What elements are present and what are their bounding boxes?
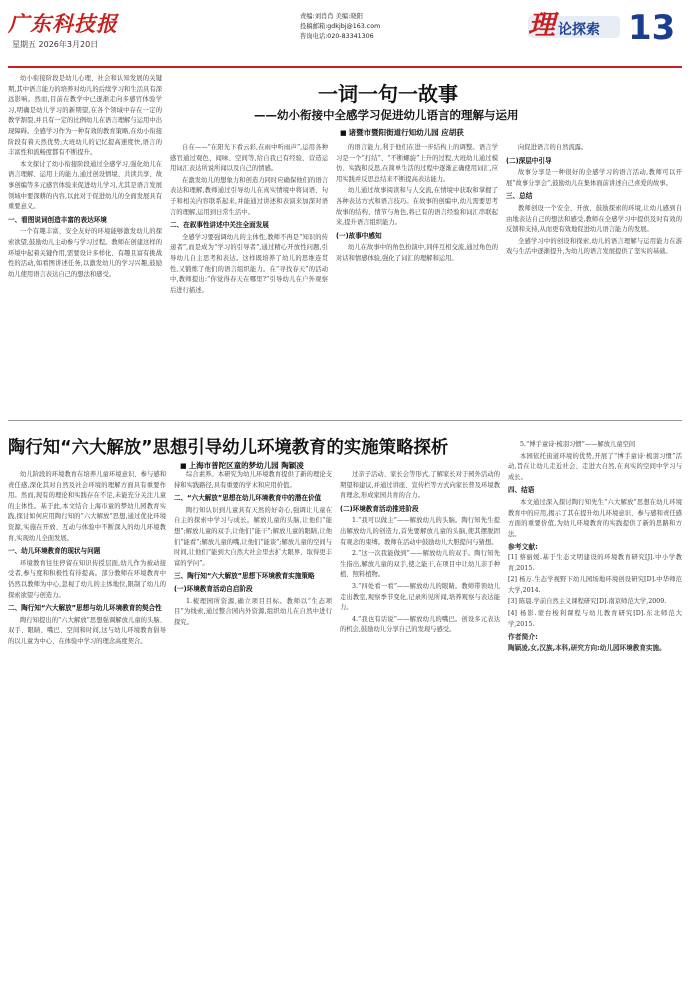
paragraph: 本园依托街道环境的优势,开展了“博手童诗·梳羽习惯”活动,旨在让幼儿走近社会、走进大自然,在真实的空间中学习与成长。 (508, 452, 682, 481)
section-char: 理 (528, 10, 555, 41)
article1-subtitle: ——幼小衔接中全感学习促进幼儿语言的理解与运用 (254, 108, 519, 122)
paragraph: 2.“这一次我能做到”——解放幼儿的双手。陶行知先生指出,解放儿童的双手,使之能干,在项目中让幼儿亲手种植、照料植物。 (340, 550, 500, 579)
newspaper-logo: 广东科技报 (8, 12, 118, 36)
article1-column-2 (170, 143, 328, 416)
article2-column-2 (174, 470, 332, 1000)
article-divider (8, 420, 682, 421)
article1-column-4 (506, 143, 682, 416)
section-heading: 二、“六大解放”思想在幼儿环境教育中的潜在价值 (174, 494, 322, 503)
paragraph: 全感学习要强调幼儿的主体性,教师不再是“知识的传递者”,而是成为“学习的引导者”,通过精心开放性问题,引导幼儿自主思考和表达。这样既培养了幼儿的思维连贯性,又锻炼了他们的语言组织能力。在“寻找春天”的活动中,教师提出:“你觉得春天在哪里?”引导幼儿在户外观察后进行描述。 (170, 233, 328, 294)
section-heading: 一、看图说词创造丰富的表达环境 (8, 215, 107, 224)
reference-item: [4] 杨影.蒙台梭利课程与幼儿教育研究[D].东北师范大学,2015. (508, 609, 682, 628)
section-heading: 二、陶行知“六大解放”思想与幼儿环境教育的契合性 (8, 604, 162, 613)
section-name: 论探索 (558, 22, 600, 38)
paragraph: 幼儿在故事中的角色扮演中,同伴互相交流,通过角色的对话和情感体验,强化了词汇的理解和运用。 (336, 244, 498, 262)
paragraph: 3.“四处看一看”——解放幼儿的眼睛。教师带领幼儿走出教室,观察季节变化,记录所见所闻,培养观察与表达能力。 (340, 582, 500, 612)
paragraph: 4.“我也有话说”——解放幼儿的嘴巴。创设多元表达的机会,鼓励幼儿分享自己的发现与感受。 (340, 615, 500, 634)
editor-info (300, 12, 380, 42)
paragraph: 在激发幼儿的想象力和创造力同时应确保他们的语言表达和理解,教师通过引导幼儿在真实情境中将词语、句子和相关内容联系起来,并能通过讲述和表演来加深对语言的理解,运用到日常生活中。 (170, 176, 328, 216)
paragraph: 本文通过深入探讨陶行知先生“六大解放”思想在幼儿环境教育中的应用,揭示了其在提升幼儿环境意识、参与感和责任感方面的重要价值,为幼儿环境教育的实践提供了新的思路和方法。 (508, 498, 682, 538)
section-heading: (二)深层中引导 (506, 156, 552, 165)
paragraph: 幼儿通过故事阅读和与人交流,在情境中获取和掌握了各种表达方式和语言技巧。在故事的创编中,幼儿需要思考故事的结构、情节与角色,将已有的语言经验和词汇串联起来,提升语言组织能力。 (336, 187, 498, 227)
section-heading: 四、结语 (508, 486, 535, 495)
reference-item: [2] 杨万.生态学视野下幼儿园场地环境创设研究[D].中华师范大学,2014. (508, 576, 682, 594)
section-heading: (一)故事中感知 (336, 231, 382, 240)
article2-column-3 (340, 470, 500, 1000)
paragraph: 综合素养。本研究为幼儿环境教育提供了新的理论支持和实践路径,具有重要的学术和应用价值。 (174, 471, 332, 489)
paragraph: 5.“博手童诗·梳羽习惯”——解放儿童空间 (520, 441, 636, 448)
section-badge (528, 10, 620, 42)
article1-column-1 (8, 74, 162, 416)
paragraph: 陶行知认识到儿童具有天然的好奇心,强调让儿童在自主的探索中学习与成长。解放儿童的头脑,让他们“能想”;解放儿童的双手,让他们“能干”;解放儿童的眼睛,让他们“能看”;解放儿童的嘴,让他们“能谈”;解放儿童的空间与时间,让他们“能到大自然大社会里去扩大眼界、取得更丰富的学问”。 (174, 506, 332, 567)
section-heading: 三、总结 (506, 192, 533, 201)
issue-date: 星期五 2026年3月20日 (12, 40, 99, 49)
phone-line: 咨询电话:020-83341306 (300, 33, 374, 40)
paragraph: 的语言能力,利于他们在进一步结构上的调整。语言学习是一个“打结”、“不断螺旋”上升的过程,大班幼儿通过模仿、实践和反思,在简单生活的过程中逐渐正确使用词汇,应用实践并反思总结来不断提高表达能力。 (336, 144, 498, 183)
paragraph: 本文探讨了幼小衔接阶段通过全感学习,强化幼儿在语言理解、运用上的能力,通过创设情境、共读共享、故事创编等多元感官体验来促进幼儿学习,尤其是语言发展领域中要深耕的内容,以此对于促进幼儿的全面发展具有重要意义。 (8, 160, 162, 211)
section-heading: 一、幼儿环境教育的现状与问题 (8, 547, 101, 556)
sub-heading: (一)环境教育活动自启阶段 (174, 584, 253, 593)
article2-column-1 (8, 470, 166, 1000)
masthead-rule (8, 66, 682, 68)
article1-byline: ■ 诸暨市暨阳街道行知幼儿园 应胡获 (340, 127, 464, 138)
paragraph: 一个有趣丰富、安全友好的环境能够激发幼儿的探索欲望,鼓励幼儿主动参与学习过程。教师在创建这样的环境中起着关键作用,需要设计多样化、有趣且富有挑战性的活动,如看图讲述任务,以激发幼儿的学习兴趣,鼓励幼儿使用语言表达自己的想法和感受。 (8, 228, 162, 278)
article1-column-3 (336, 143, 498, 416)
paragraph: 自在——“在阳光下看云彩,在雨中听雨声”,运用各种感官通过观色、闻味、空间等,给自我已有经验、营造运用词汇表达所说所闻以及自己的情感。 (170, 144, 328, 173)
sub-heading: (二)环境教育活动推进阶段 (340, 504, 419, 513)
references-heading: 参考文献: (508, 543, 538, 552)
masthead (8, 8, 682, 66)
section-heading: 三、陶行知“六大解放”思想下环境教育实施策略 (174, 572, 315, 581)
paragraph: 向促进语言的自然流露。 (518, 144, 588, 151)
reference-item: [3] 陈晨.学前自然主义课程研究[D].南京师范大学,2009. (508, 598, 667, 606)
page-number: 13 (628, 8, 676, 48)
article2-title: 陶行知“六大解放”思想引导幼儿环境教育的实施策略探析 (8, 438, 449, 458)
article2-byline: ■ 上海市普陀区童的梦幼儿园 陶颖凌 (180, 460, 304, 471)
article2-column-4 (508, 440, 682, 1002)
paragraph: 过亲子活动、家长会等形式,了解家长对于园外活动的期望和建议,并通过讲座、宣传栏等方式向家长普及环境教育理念,形成家园共育的合力。 (340, 471, 500, 500)
author-heading: 作者简介: (508, 633, 538, 642)
section-heading: 二、在叙事性讲述中关注全面发展 (170, 221, 269, 230)
paragraph: 幼小衔接阶段是幼儿心理、社会和认知发展的关键期,其中语言能力的培养对幼儿的后续学习和生活具有深远影响。然而,目前在教学中已逐渐走向多感官体验学习,明确是幼儿学习的新期望,在各个领域中存在一定的教学割裂,并且有一定的比例幼儿在语言理解与运用中出现障碍。全感学习作为一种有效的教育策略,在幼小衔接阶段有着天然优势,大班幼儿的记忆提高速度快,语言的丰富性和流畅度都有不断提升。 (8, 75, 162, 157)
paragraph: 幼儿阶段的环境教育在培养儿童环境意识、参与感和责任感,深化其对自然及社会环境的理解方面具有重要作用。然而,现有的理论和实践存在不足,未能充分关注儿童的主体性。基于此,本文结合上海市童的梦幼儿园教育实践,探讨如何应用陶行知的“六大解放”思想,通过优化环境资源,实施在开放、互动与体验中不断深入的幼儿环境教育,实现幼儿全面发展。 (8, 471, 166, 542)
author-info: 陶颖凌,女,汉族,本科,研究方向:幼儿园环境教育实施。 (508, 643, 666, 652)
paragraph: 1.梳理园所资源,确立项目目标。教师以“生态项目”为线索,通过整合园内外资源,组织幼儿在自然中进行探究。 (174, 597, 332, 626)
email-line: 投稿邮箱:gdkjbj@163.com (300, 23, 381, 30)
paragraph: 故事分享是一种很好的全感学习的语言活动,教师可以开展“故事分享会”,鼓励幼儿在集体面前讲述自己喜爱的故事。 (506, 169, 682, 187)
reference-item: [1] 蔡丽媛.基于生态文明建设的环境教育研究[J].中小学教育,2015. (508, 553, 682, 572)
paragraph: 1.“我可以做主”——解放幼儿的头脑。陶行知先生提出解放幼儿的创造力,首先要解放儿童的头脑,使其摆脱固有观念的束缚。教师在活动中鼓励幼儿大胆提问与猜想。 (340, 517, 500, 546)
paragraph: 环境教育往往停留在知识传授层面,幼儿作为被动接受者,参与度和积极性有待提高。部分教师在环境教育中仍然以教师为中心,忽视了幼儿的主体地位,限制了幼儿的探索欲望与创造力。 (8, 559, 166, 599)
editor-line: 责编:刘肖肖 美编:晓阳 (300, 13, 363, 20)
paragraph: 陶行知提出的“六大解放”思想强调解放儿童的头脑、双手、眼睛、嘴巴、空间和时间,这与幼儿环境教育倡导的以儿童为中心、在体验中学习的理念高度契合。 (8, 616, 166, 645)
paragraph: 全感学习中的创设和探索,幼儿的语言理解与运用能力在游戏与生活中逐渐提升,为幼儿的语言发展提供了坚实的基础。 (506, 237, 682, 256)
paragraph: 教师创设一个安全、开放、鼓励探索的环境,让幼儿感到自由地表达自己的想法和感受,教师在全感学习中提供及时有效的反馈和支持,从而更有效地促进幼儿语言能力的发展。 (506, 204, 682, 234)
article1-title: 一词一句一故事 (318, 82, 458, 106)
